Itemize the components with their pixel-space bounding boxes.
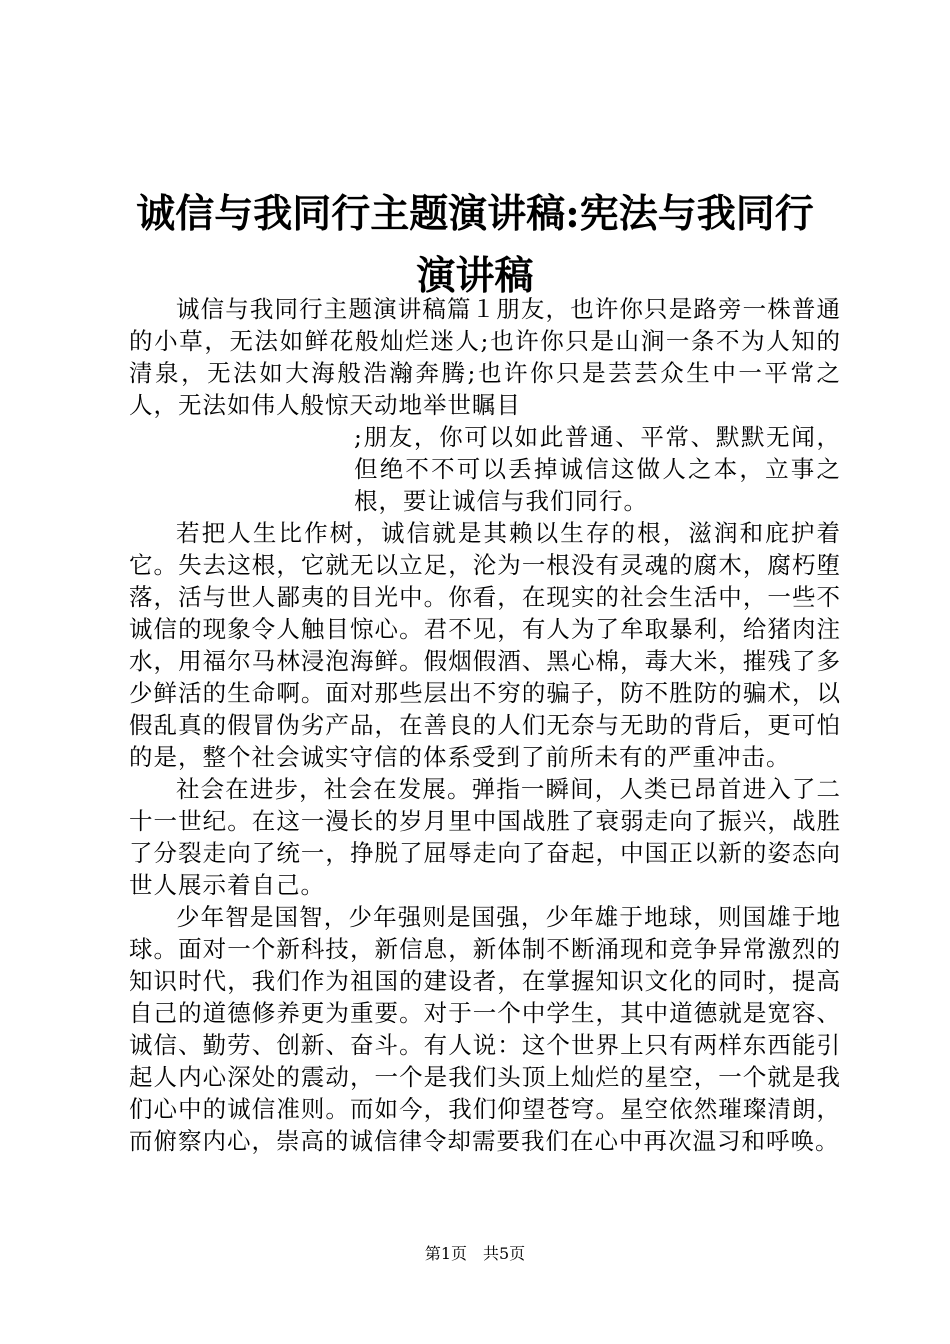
- paragraph-1-lead: 诚信与我同行主题演讲稿篇１朋友，也许你只是路旁一株普通的小草，无法如鲜花般灿烂迷人;也许你只是山涧一条不为人知的清泉，无法如大海般浩瀚奔腾;也许你只是芸芸众生中一平常之人，无法如伟人般惊天动地举世瞩目: [129, 295, 841, 419]
- document-title: 诚信与我同行主题演讲稿:宪法与我同行演讲稿: [136, 191, 814, 299]
- page-footer: 第1页 共5页: [424, 1244, 526, 1263]
- paragraph-1: [129, 293, 841, 517]
- paragraph-2: 若把人生比作树，诚信就是其赖以生存的根，滋润和庇护着它。失去这根，它就无以立足，沦为一根没有灵魂的腐木，腐朽堕落，活与世人鄙夷的目光中。你看，在现实的社会生活中，一些不诚信的现象令人触目惊心。君不见，有人为了牟取暴利，给猪肉注水，用福尔马林浸泡海鲜。假烟假酒、黑心棉，毒大米，摧残了多少鲜活的生命啊。面对那些层出不穷的骗子，防不胜防的骗术，以假乱真的假冒伪劣产品，在善良的人们无奈与无助的背后，更可怕的是，整个社会诚实守信的体系受到了前所未有的严重冲击。: [129, 519, 841, 771]
- paragraph-3: 社会在进步，社会在发展。弹指一瞬间，人类已昂首进入了二十一世纪。在这一漫长的岁月里中国战胜了衰弱走向了振兴，战胜了分裂走向了统一，挣脱了屈辱走向了奋起，中国正以新的姿态向世人展示着自己。: [129, 775, 841, 899]
- paragraph-4: 少年智是国智，少年强则是国强，少年雄于地球，则国雄于地球。面对一个新科技，新信息，新体制不断涌现和竞争异常激烈的知识时代，我们作为祖国的建设者，在掌握知识文化的同时，提高自己的道德修养更为重要。对于一个中学生，其中道德就是宽容、诚信、勤劳、创新、奋斗。有人说：这个世界上只有两样东西能引起人内心深处的震动，一个是我们头顶上灿烂的星空，一个就是我们心中的诚信准则。而如今，我们仰望苍穹。星空依然璀璨清朗，而俯察内心，崇高的诚信律令却需要我们在心中再次温习和呼唤。: [129, 903, 841, 1155]
- paragraph-1-tail: ;朋友，你可以如此普通、平常、默默无闻，但绝不不可以丢掉诚信这做人之本，立事之根，要让诚信与我们同行。: [354, 423, 841, 515]
- document-body: [129, 293, 841, 1157]
